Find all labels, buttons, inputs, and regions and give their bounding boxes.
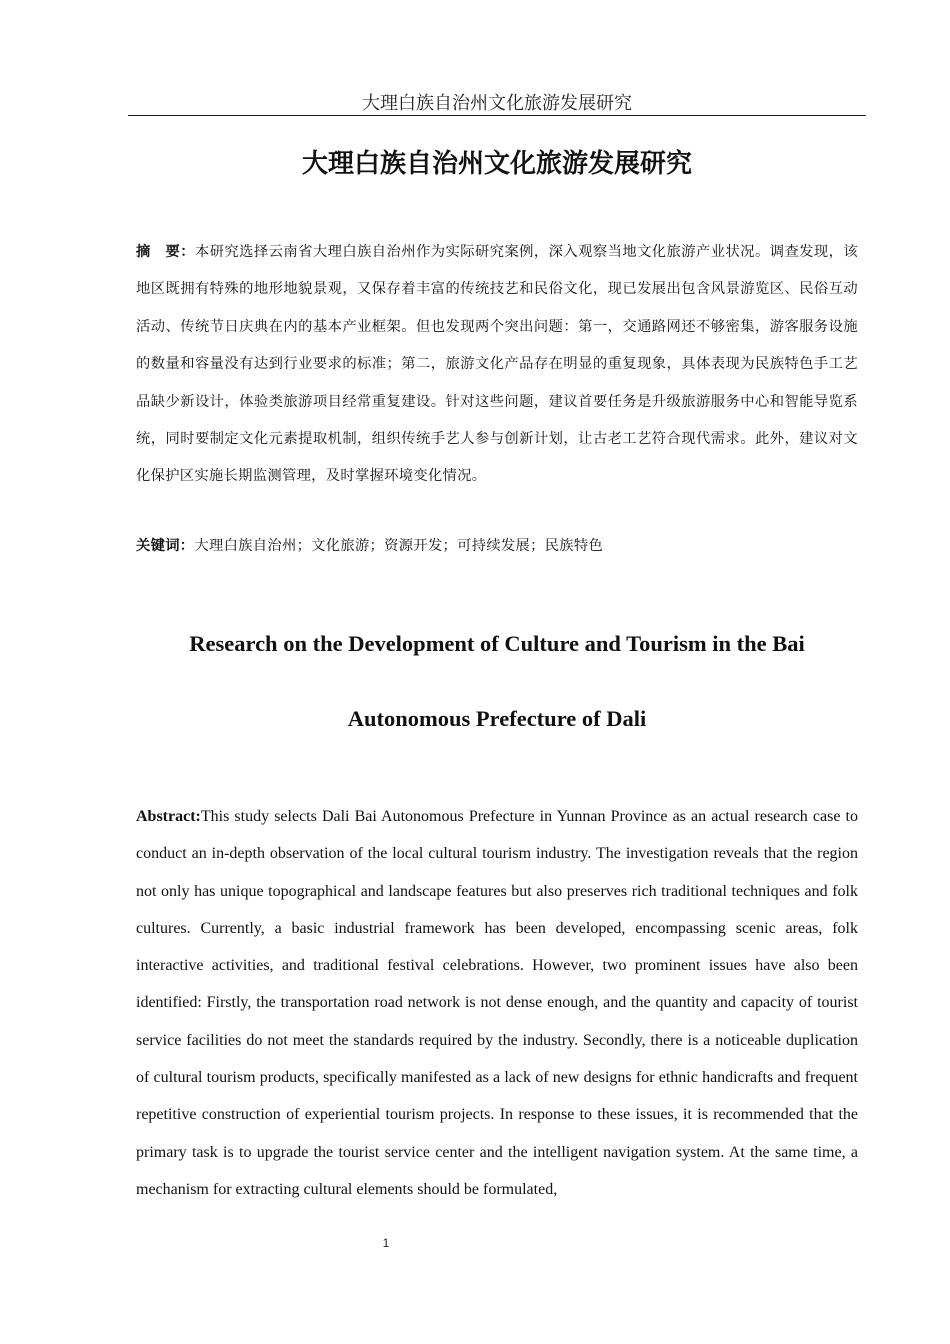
running-header: 大理白族自治州文化旅游发展研究 <box>362 93 632 114</box>
abstract-chinese-text: 本研究选择云南省大理白族自治州作为实际研究案例，深入观察当地文化旅游产业状况。调查发现，该地区既拥有特殊的地形地貌景观，又保存着丰富的传统技艺和民俗文化，现已发展出包含风景游览区、民俗互动活动、传统节日庆典在内的基本产业框架。但也发现两个突出问题：第一，交通路网还不够密集，游客服务设施的数量和容量没有达到行业要求的标准；第二，旅游文化产品存在明显的重复现象，具体表现为民族特色手工艺品缺少新设计，体验类旅游项目经常重复建设。针对这些问题，建议首要任务是升级旅游服务中心和智能导览系统，同时要制定文化元素提取机制，组织传统手艺人参与创新计划，让古老工艺符合现代需求。此外，建议对文化保护区实施长期监测管理，及时掌握环境变化情况。 <box>136 244 858 485</box>
keywords-chinese <box>136 532 858 560</box>
header-divider <box>128 115 866 116</box>
paper-title-english: Research on the Development of Culture and Tourism in the Bai Autonomous Prefecture of Dali <box>189 631 805 731</box>
abstract-english <box>136 798 858 1208</box>
abstract-english-label: Abstract: <box>136 808 201 825</box>
abstract-chinese <box>136 234 858 496</box>
paper-title-chinese: 大理白族自治州文化旅游发展研究 <box>301 149 692 179</box>
keywords-chinese-text: 大理白族自治州；文化旅游；资源开发；可持续发展；民族特色 <box>194 538 604 554</box>
keywords-chinese-label: 关键词： <box>136 538 195 554</box>
abstract-chinese-label: 摘 要： <box>136 244 195 260</box>
abstract-english-text: This study selects Dali Bai Autonomous Prefecture in Yunnan Province as an actual research case to conduct an in-depth observation of the local cultural tourism industry. The investigation reveals that the region not only has unique topographical and landscape features but also preserves rich traditional techniques and folk cultures. Currently, a basic industrial framework has been developed, encompassing scenic areas, folk interactive activities, and traditional festival celebrations. However, two prominent issues have also been identified: Firstly, the transportation road network is not dense enough, and the quantity and capacity of tourist service facilities do not meet the standards required by the industry. Secondly, there is a noticeable duplication of cultural tourism products, specifically manifested as a lack of new designs for ethnic handicrafts and frequent repetitive construction of experiential tourism projects. In response to these issues, it is recommended that the primary task is to upgrade the tourist service center and the intelligent navigation system. At the same time, a mechanism for extracting cultural elements should be formulated, <box>136 808 858 1198</box>
page-number: 1 <box>382 1236 390 1250</box>
